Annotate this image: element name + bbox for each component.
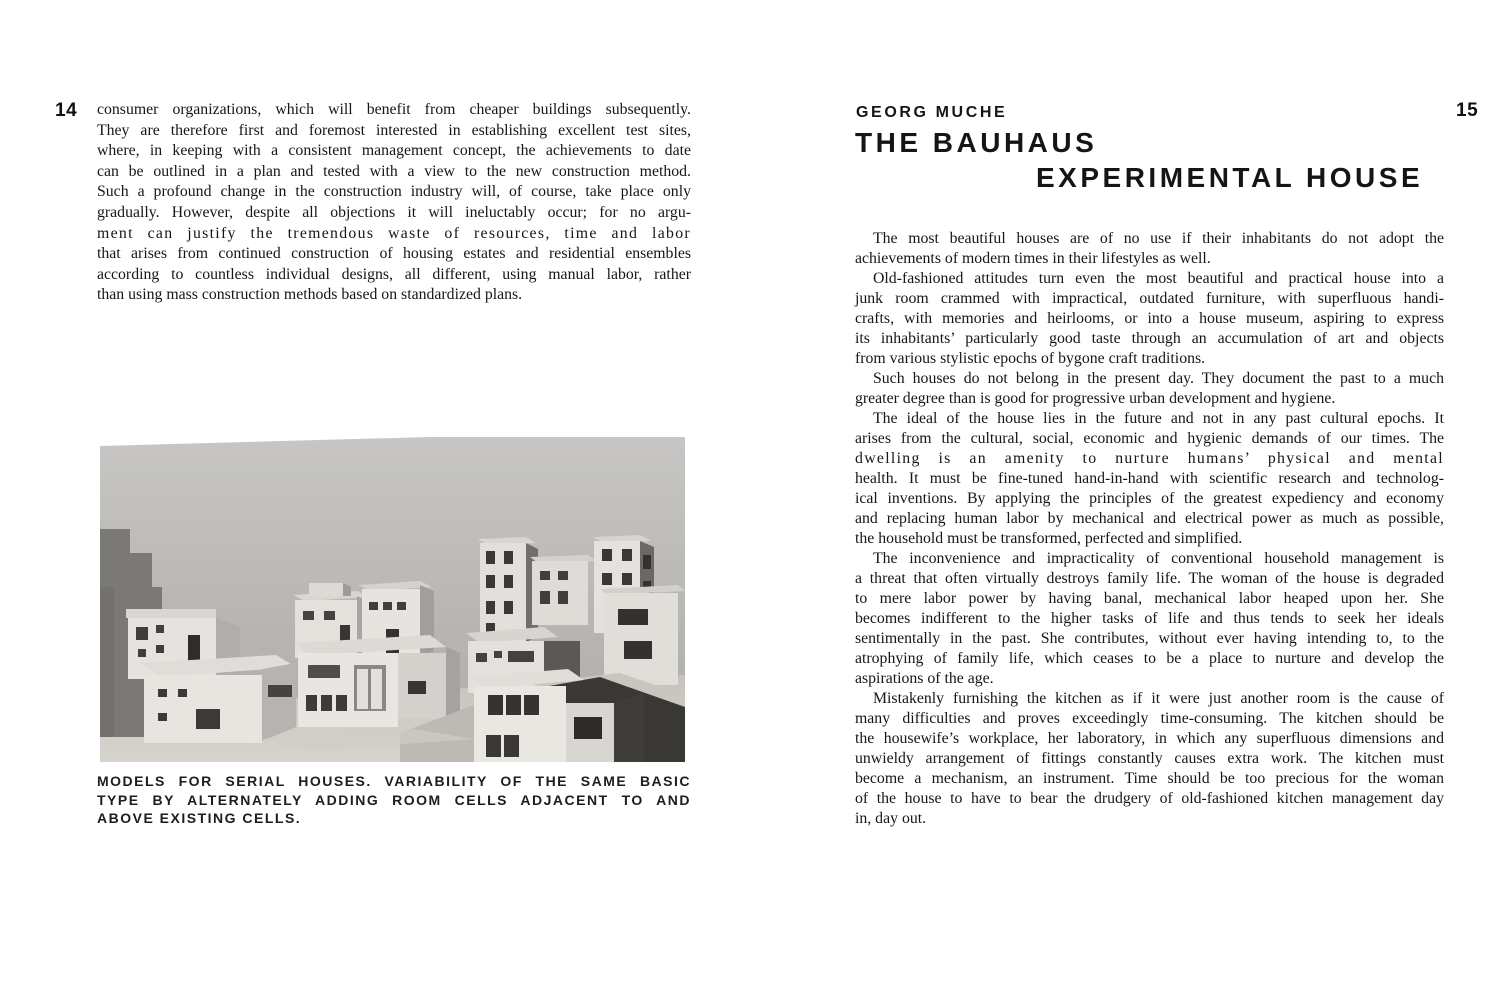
text-line: according to countless individual designs, all different, using manual labor, rather xyxy=(97,265,691,283)
text-line: achievements of modern times in their lifestyles as well. xyxy=(855,250,1211,267)
paragraph xyxy=(855,369,1444,409)
text-line: the household must be transformed, perfected and simplified. xyxy=(855,530,1243,547)
text-line: The ideal of the house lies in the future and not in any past cultural epochs. It xyxy=(873,410,1444,427)
text-line: The most beautiful houses are of no use if their inhabitants do not adopt the xyxy=(873,230,1444,247)
article-title-line-2: EXPERIMENTAL HOUSE xyxy=(1036,162,1424,193)
text-line: become a mechanism, an instrument. Time should be too precious for the woman xyxy=(855,770,1444,787)
text-line: crafts, with memories and heirlooms, or into a house museum, aspiring to express xyxy=(855,310,1444,327)
left-page-text xyxy=(97,100,691,306)
text-line: that arises from continued construction of housing estates and residential ensembles xyxy=(97,245,691,263)
text-line: MODELS FOR SERIAL HOUSES. VARIABILITY OF THE SAME BASIC xyxy=(97,773,691,789)
text-line: to mere labor power by having banal, mechanical labor heaped upon her. She xyxy=(855,590,1444,607)
photo-caption xyxy=(97,772,691,828)
right-page-number: 15 xyxy=(1456,100,1479,121)
serial-houses-model-illustration xyxy=(100,437,685,762)
text-line: where, in keeping with a consistent management concept, the achievements to date xyxy=(97,142,691,160)
article-author: GEORG MUCHE xyxy=(856,104,1008,121)
text-line: than using mass construction methods based on standardized plans. xyxy=(97,286,523,304)
paragraph xyxy=(855,409,1444,549)
article-title-line-1: THE BAUHAUS xyxy=(855,127,1098,158)
paragraph xyxy=(855,549,1444,689)
right-page-text xyxy=(855,229,1444,829)
text-line: Such a profound change in the construction industry will, of course, take place only xyxy=(97,183,691,201)
text-line: health. It must be fine-tuned hand-in-hand with scientific research and technolog- xyxy=(855,470,1444,487)
text-line: atrophying of family life, which ceases to be a place to nurture and develop the xyxy=(855,650,1444,667)
text-line: a threat that often virtually destroys family life. The woman of the house is degraded xyxy=(855,570,1444,587)
text-line: TYPE BY ALTERNATELY ADDING ROOM CELLS ADJACENT TO AND xyxy=(97,791,691,808)
text-line: greater degree than is good for progressive urban development and hygiene. xyxy=(855,390,1336,407)
text-line: in, day out. xyxy=(855,810,927,827)
text-line: arises from the cultural, social, economic and hygienic demands of our times. The xyxy=(855,430,1444,447)
text-line: junk room crammed with impractical, outdated furniture, with superfluous handi- xyxy=(855,290,1444,307)
left-page-number: 14 xyxy=(55,100,78,121)
text-line: its inhabitants’ particularly good taste through an accumulation of art and objects xyxy=(855,330,1444,347)
models-photo xyxy=(100,437,685,762)
text-line: ment can justify the tremendous waste of resources, time and labor xyxy=(97,224,691,242)
text-line: Old-fashioned attitudes turn even the most beautiful and practical house into a xyxy=(873,270,1444,287)
text-line: from various stylistic epochs of bygone craft traditions. xyxy=(855,350,1206,367)
text-line: They are therefore first and foremost interested in establishing excellent test sites, xyxy=(97,121,691,139)
text-line: ical inventions. By applying the principles of the greatest expediency and economy xyxy=(855,490,1444,507)
text-line: aspirations of the age. xyxy=(855,670,994,687)
text-line: becomes indifferent to the higher tasks of life and thus tends to seek her ideals xyxy=(855,610,1444,627)
text-line: many difficulties and proves exceedingly time-consuming. The kitchen should be xyxy=(855,710,1444,727)
text-line: gradually. However, despite all objections it will ineluctably occur; for no argu- xyxy=(97,203,691,221)
text-line: unwieldy arrangement of fittings constantly causes extra work. The kitchen must xyxy=(855,750,1444,767)
text-line: the housewife’s workplace, her laboratory, in which any superfluous dimensions and xyxy=(855,730,1444,747)
text-line: dwelling is an amenity to nurture humans’ physical and mental xyxy=(855,450,1444,467)
text-line: sentimentally in the past. She contributes, without ever having intending to, to the xyxy=(855,630,1444,647)
text-line: Mistakenly furnishing the kitchen as if it were just another room is the cause of xyxy=(873,690,1444,707)
text-line: consumer organizations, which will benefit from cheaper buildings subsequently. xyxy=(97,101,691,118)
text-line: The inconvenience and impracticality of conventional household management is xyxy=(873,550,1444,567)
text-line: and replacing human labor by mechanical and electrical power as much as possible, xyxy=(855,510,1444,527)
text-line: of the house to have to bear the drudgery of old-fashioned kitchen management day xyxy=(855,790,1444,807)
paragraph xyxy=(855,269,1444,369)
text-line: ABOVE EXISTING CELLS. xyxy=(97,810,302,826)
paragraph xyxy=(855,229,1444,269)
text-line: can be outlined in a plan and tested with a view to the new construction method. xyxy=(97,162,691,180)
paragraph xyxy=(855,689,1444,829)
text-line: Such houses do not belong in the present day. They document the past to a much xyxy=(873,370,1444,387)
